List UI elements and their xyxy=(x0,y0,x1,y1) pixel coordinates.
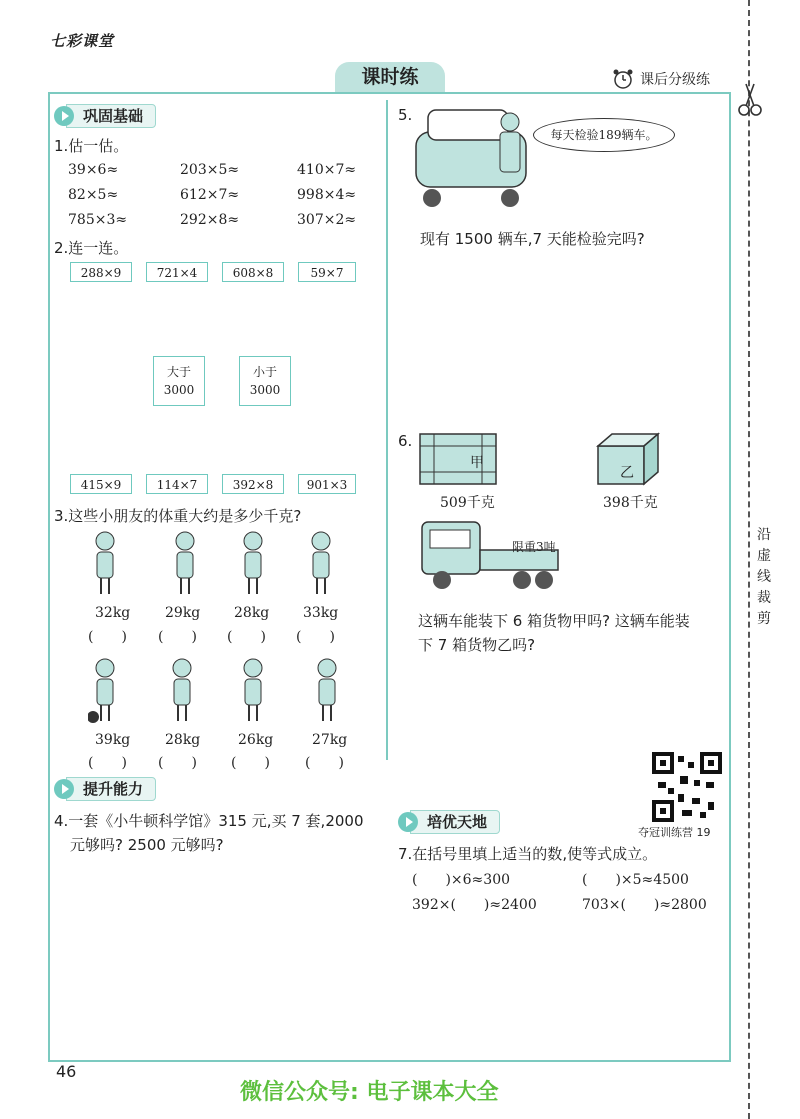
truck-illustration xyxy=(420,518,560,593)
q2-bottom-box[interactable]: 392×8 xyxy=(222,474,284,494)
q2-bottom-box[interactable]: 901×3 xyxy=(298,474,356,494)
q3-weight: 28kg xyxy=(234,605,270,621)
section-improve xyxy=(54,777,156,801)
q1-item: 307×2≈ xyxy=(297,212,357,228)
q1-item: 39×6≈ xyxy=(68,162,119,178)
child-illustration xyxy=(304,528,338,598)
child-illustration xyxy=(165,655,199,725)
q1-item: 785×3≈ xyxy=(68,212,128,228)
child-illustration xyxy=(168,528,202,598)
q3-answer-blank[interactable]: ( ) xyxy=(158,629,197,645)
page-number: 46 xyxy=(56,1062,77,1081)
q3-weight: 27kg xyxy=(312,732,348,748)
q2-greater-box[interactable] xyxy=(153,356,205,406)
q3-answer-blank[interactable]: ( ) xyxy=(158,755,197,771)
q3-weight: 39kg xyxy=(95,732,131,748)
crate-a-weight: 509千克 xyxy=(440,495,495,511)
crate-a-illustration xyxy=(418,432,498,487)
q7-equation[interactable]: 392×( )≈2400 xyxy=(412,897,537,913)
q7-title: 7.在括号里填上适当的数,使等式成立。 xyxy=(398,845,658,863)
scissors-icon xyxy=(737,82,763,118)
tier-label xyxy=(612,68,710,90)
tier-text: 课后分级练 xyxy=(640,72,710,88)
qr-code[interactable] xyxy=(652,752,722,822)
q2-top-box[interactable]: 721×4 xyxy=(146,262,208,282)
q1-item: 203×5≈ xyxy=(180,162,240,178)
cut-line xyxy=(748,0,750,1119)
q2-top-box[interactable]: 608×8 xyxy=(222,262,284,282)
child-illustration xyxy=(236,528,270,598)
q2-title: 2.连一连。 xyxy=(54,239,129,257)
q6-line2: 下 7 箱货物乙吗? xyxy=(418,636,536,654)
q1-item: 82×5≈ xyxy=(68,187,119,203)
q3-weight: 26kg xyxy=(238,732,274,748)
q1-item: 998×4≈ xyxy=(297,187,357,203)
q3-weight: 33kg xyxy=(303,605,339,621)
q3-weight: 28kg xyxy=(165,732,201,748)
q3-answer-blank[interactable]: ( ) xyxy=(305,755,344,771)
q7-equation[interactable]: ( )×5≈4500 xyxy=(582,872,689,888)
q3-weight: 32kg xyxy=(95,605,131,621)
q2-bottom-box[interactable]: 114×7 xyxy=(146,474,208,494)
q1-item: 410×7≈ xyxy=(297,162,357,178)
q2-top-box[interactable]: 288×9 xyxy=(70,262,132,282)
crate-b-weight: 398千克 xyxy=(603,495,658,511)
child-illustration xyxy=(236,655,270,725)
q3-answer-blank[interactable]: ( ) xyxy=(88,755,127,771)
speech-bubble: 每天检验189辆车。 xyxy=(533,118,675,152)
q3-title: 3.这些小朋友的体重大约是多少千克? xyxy=(54,507,302,525)
play-icon xyxy=(54,106,74,126)
q3-answer-blank[interactable]: ( ) xyxy=(227,629,266,645)
brand-logo: 七彩课堂 xyxy=(50,32,115,50)
q2-less-box[interactable] xyxy=(239,356,291,406)
truck-limit-label: 限重3吨 xyxy=(512,540,556,554)
child-illustration xyxy=(310,655,344,725)
q2-less-text: 小于 xyxy=(252,365,277,379)
footer-watermark: 微信公众号: 电子课本大全 xyxy=(240,1080,499,1105)
crate-a-label: 甲 xyxy=(470,455,484,471)
page-title: 课时练 xyxy=(335,62,445,92)
qr-caption: 夺冠训练营 19 xyxy=(638,826,711,839)
child-illustration xyxy=(88,655,122,725)
q2-bottom-box[interactable]: 415×9 xyxy=(70,474,132,494)
column-divider xyxy=(386,100,388,760)
section-advanced xyxy=(398,810,500,834)
q5-text: 现有 1500 辆车,7 天能检验完吗? xyxy=(420,230,645,248)
q1-item: 292×8≈ xyxy=(180,212,240,228)
q4-line2: 元够吗? 2500 元够吗? xyxy=(70,836,224,854)
q7-equation[interactable]: 703×( )≈2800 xyxy=(582,897,707,913)
section-basic xyxy=(54,104,156,128)
q2-greater-value: 3000 xyxy=(163,383,195,397)
q6-number: 6. xyxy=(398,432,413,450)
cut-instruction: 沿虚线裁剪 xyxy=(757,527,771,627)
q5-number: 5. xyxy=(398,106,413,124)
q7-equation[interactable]: ( )×6≈300 xyxy=(412,872,511,888)
section-label: 提升能力 xyxy=(66,777,156,801)
section-label: 巩固基础 xyxy=(66,104,156,128)
q2-less-value: 3000 xyxy=(249,383,281,397)
q3-weight: 29kg xyxy=(165,605,201,621)
q3-answer-blank[interactable]: ( ) xyxy=(231,755,270,771)
q3-answer-blank[interactable]: ( ) xyxy=(88,629,127,645)
crate-b-label: 乙 xyxy=(620,465,634,481)
play-icon xyxy=(54,779,74,799)
play-icon xyxy=(398,812,418,832)
q1-title: 1.估一估。 xyxy=(54,137,129,155)
q1-item: 612×7≈ xyxy=(180,187,240,203)
q2-greater-text: 大于 xyxy=(166,365,191,379)
q2-top-box[interactable]: 59×7 xyxy=(298,262,356,282)
q3-answer-blank[interactable]: ( ) xyxy=(296,629,335,645)
q6-line1: 这辆车能装下 6 箱货物甲吗? 这辆车能装 xyxy=(418,612,690,630)
alarm-clock-icon xyxy=(612,68,634,90)
section-label: 培优天地 xyxy=(410,810,500,834)
child-illustration xyxy=(88,528,122,598)
car-inspection-illustration xyxy=(412,102,537,212)
q4-line1: 4.一套《小牛顿科学馆》315 元,买 7 套,2000 xyxy=(54,812,364,830)
